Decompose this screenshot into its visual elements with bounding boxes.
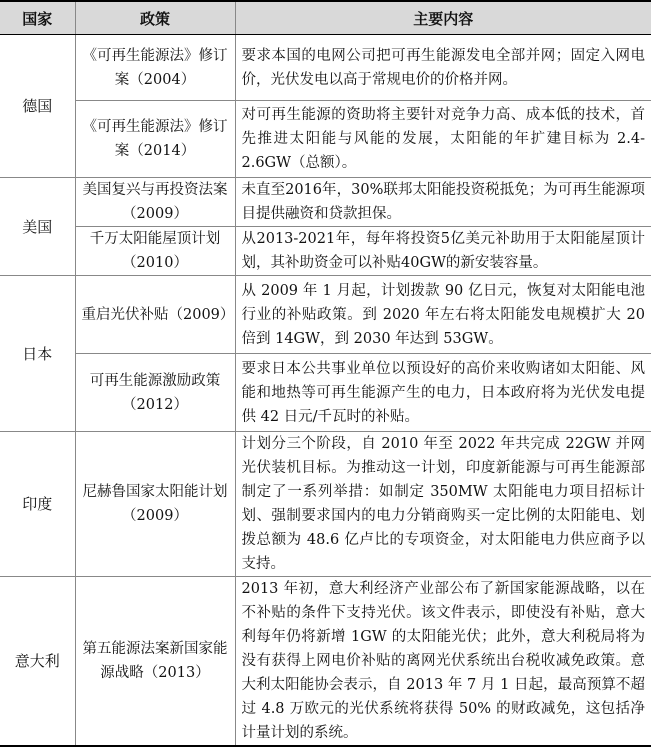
content-cell: 未直至2016年，30%联邦太阳能投资税抵免；为可再生能源项目提供融资和贷款担保。 (235, 178, 651, 227)
policy-cell: 可再生能源激励政策（2012） (75, 354, 235, 432)
policy-cell: 第五能源法案新国家能源战略（2013） (75, 577, 235, 747)
policy-cell: 尼赫鲁国家太阳能计划（2009） (75, 432, 235, 577)
content-cell: 要求日本公共事业单位以预设好的高价来收购诸如太阳能、风能和地热等可再生能源产生的电力，日本政府将为光伏发电提供 42 日元/千瓦时的补贴。 (235, 354, 651, 432)
header-content: 主要内容 (235, 1, 651, 35)
policy-cell: 重启光伏补贴（2009） (75, 276, 235, 354)
country-cell: 印度 (0, 432, 75, 577)
country-cell: 日本 (0, 276, 75, 432)
header-country: 国家 (0, 1, 75, 35)
content-cell: 从2013-2021年，每年将投资5亿美元补助用于太阳能屋顶计划，其补助资金可以补贴40GW的新安装容量。 (235, 227, 651, 276)
table-row (0, 178, 651, 227)
table-row (0, 227, 651, 276)
table-row (0, 35, 651, 101)
policy-cell: 千万太阳能屋顶计划（2010） (75, 227, 235, 276)
table-row (0, 432, 651, 577)
content-cell: 计划分三个阶段，自 2010 年至 2022 年共完成 22GW 并网光伏装机目标。为推动这一计划，印度新能源与可再生能源部制定了一系列举措：如制定 350MW 太阳能电力项目招标计划、强制要求国内的电力分销商购买一定比例的太阳能电、划拨总额为 48.6 亿卢比的专项资金，对太阳能电力供应商予以支持。 (235, 432, 651, 577)
policy-cell: 《可再生能源法》修订案（2004） (75, 35, 235, 101)
table-row (0, 276, 651, 354)
content-cell: 2013 年初，意大利经济产业部公布了新国家能源战略，以在不补贴的条件下支持光伏。该文件表示，即使没有补贴，意大利每年仍将新增 1GW 的太阳能光伏；此外，意大利税局将为没有获得上网电价补贴的离网光伏系统出台税收减免政策。意大利太阳能协会表示，自 2013 年 7 月 1 日起，最高预算不超过 4.8 万欧元的光伏系统将获得 50% 的财政减免，这包括净计量计划的系统。 (235, 577, 651, 747)
table-row (0, 577, 651, 747)
policy-cell: 美国复兴与再投资法案（2009） (75, 178, 235, 227)
header-policy: 政策 (75, 1, 235, 35)
table-row (0, 354, 651, 432)
country-cell: 德国 (0, 35, 75, 178)
table-header-row (0, 1, 651, 35)
content-cell: 从 2009 年 1 月起，计划拨款 90 亿日元，恢复对太阳能电池行业的补贴政策。到 2020 年左右将太阳能发电规模扩大 20 倍到 14GW，到 2030 年达到 53GW。 (235, 276, 651, 354)
country-cell: 美国 (0, 178, 75, 276)
content-cell: 对可再生能源的资助将主要针对竞争力高、成本低的技术，首先推进太阳能与风能的发展，太阳能的年扩建目标为 2.4-2.6GW（总额）。 (235, 101, 651, 178)
table-row (0, 101, 651, 178)
content-cell: 要求本国的电网公司把可再生能源发电全部并网；固定入网电价，光伏发电以高于常规电价的价格并网。 (235, 35, 651, 101)
country-cell: 意大利 (0, 577, 75, 747)
policy-cell: 《可再生能源法》修订案（2014） (75, 101, 235, 178)
